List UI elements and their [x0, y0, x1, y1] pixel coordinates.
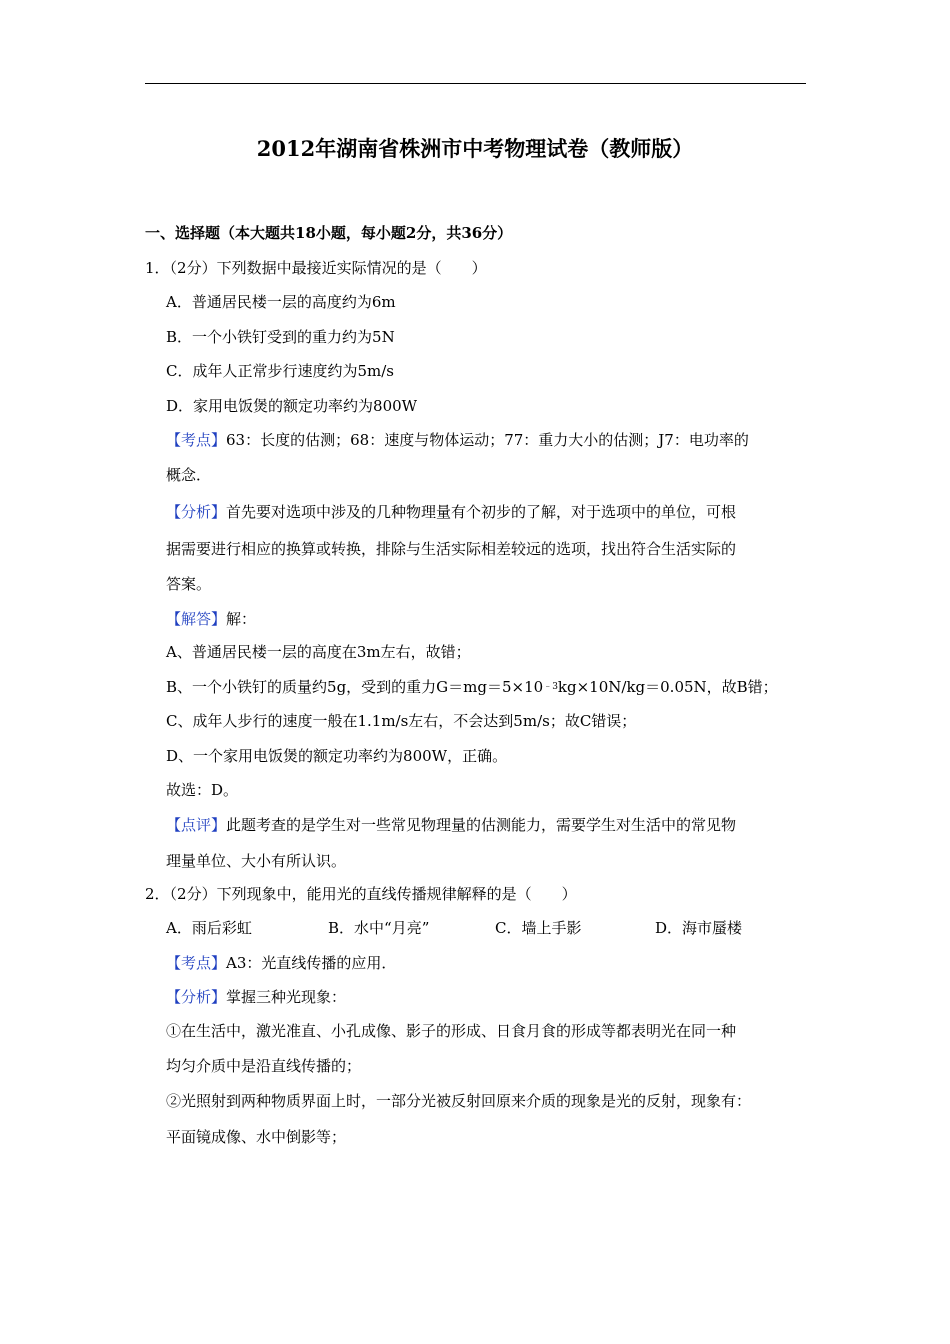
q2-option-c: C．墙上手影 — [495, 919, 582, 937]
q2-point-1-line-2: 均匀介质中是沿直线传播的； — [166, 1057, 362, 1075]
q2-fenxi — [166, 987, 346, 1007]
q2-point-2-line-1: ②光照射到两种物质界面上时，一部分光被反射回原来介质的现象是光的反射，现象有： — [166, 1092, 752, 1110]
q1-fenxi-text-2: 据需要进行相应的换算或转换，排除与生活实际相差较远的选项，找出符合生活实际的 — [166, 540, 737, 558]
q1-jieda-head: 解： — [226, 610, 257, 628]
q1-fenxi-text-1: 首先要对选项中涉及的几种物理量有个初步的了解，对于选项中的单位，可根 — [226, 503, 737, 521]
header-rule — [145, 83, 806, 84]
q1-dianping — [166, 815, 736, 835]
q2-kaodian — [166, 953, 396, 973]
q1-dianping-text-2: 理量单位、大小有所认识。 — [166, 852, 347, 870]
q1-fenxi-text-3: 答案。 — [166, 575, 212, 593]
q1-answer: 故选：D。 — [166, 781, 239, 799]
q1-kaodian-text-2: 概念． — [166, 466, 212, 484]
q2-option-b: B．水中“月亮” — [328, 919, 430, 937]
q1-jieda-c: C、成年人步行的速度一般在1.1m/s左右，不会达到5m/s；故C错误； — [166, 712, 637, 730]
q1-dianping-text-1: 此题考查的是学生对一些常见物理量的估测能力，需要学生对生活中的常见物 — [226, 816, 737, 834]
q1-stem: 1．（2分）下列数据中最接近实际情况的是（ ） — [145, 259, 487, 277]
q1-option-a: A．普通居民楼一层的高度约为6m — [166, 293, 396, 311]
section-heading: 一、选择题（本大题共18小题，每小题2分，共36分） — [145, 224, 513, 242]
kaodian-tag: 【考点】 — [166, 431, 227, 449]
q2-point-1-line-1: ①在生活中，激光准直、小孔成像、影子的形成、日食月食的形成等都表明光在同一种 — [166, 1022, 737, 1040]
q1-fenxi — [166, 502, 736, 522]
q1-jieda-b-exponent: ﹣3 — [543, 682, 558, 692]
fenxi-tag: 【分析】 — [166, 503, 227, 521]
q2-options — [166, 918, 742, 938]
q1-option-b: B．一个小铁钉受到的重力约为5N — [166, 328, 395, 346]
fenxi-tag: 【分析】 — [166, 988, 227, 1006]
kaodian-tag: 【考点】 — [166, 954, 227, 972]
q1-jieda — [166, 609, 256, 629]
exam-title: 2012年湖南省株洲市中考物理试卷（教师版） — [256, 136, 694, 161]
q1-option-c: C．成年人正常步行速度约为5m/s — [166, 362, 394, 380]
jieda-tag: 【解答】 — [166, 610, 227, 628]
q2-kaodian-text-1: A3：光直线传播的应用． — [226, 954, 397, 972]
q1-kaodian-text-1: 63：长度的估测；68：速度与物体运动；77：重力大小的估测；J7：电功率的 — [226, 431, 749, 449]
q1-jieda-d: D、一个家用电饭煲的额定功率约为800W，正确。 — [166, 747, 508, 765]
q1-jieda-b-post: kg×10N/kg＝0.05N，故B错； — [557, 678, 778, 696]
q1-jieda-b-pre: B、一个小铁钉的质量约5g，受到的重力G＝mg＝5×10 — [166, 678, 544, 696]
q1-kaodian — [166, 430, 749, 450]
q2-fenxi-text-1: 掌握三种光现象： — [226, 988, 347, 1006]
q2-option-d: D．海市蜃楼 — [655, 919, 743, 937]
q2-point-2-line-2: 平面镜成像、水中倒影等； — [166, 1128, 347, 1146]
q1-option-d: D．家用电饭煲的额定功率约为800W — [166, 397, 418, 415]
dianping-tag: 【点评】 — [166, 816, 227, 834]
q2-stem: 2．（2分）下列现象中，能用光的直线传播规律解释的是（ ） — [145, 885, 577, 903]
q1-jieda-b — [166, 677, 778, 697]
q2-option-a: A．雨后彩虹 — [166, 919, 252, 937]
q1-jieda-a: A、普通居民楼一层的高度在3m左右，故错； — [166, 643, 471, 661]
